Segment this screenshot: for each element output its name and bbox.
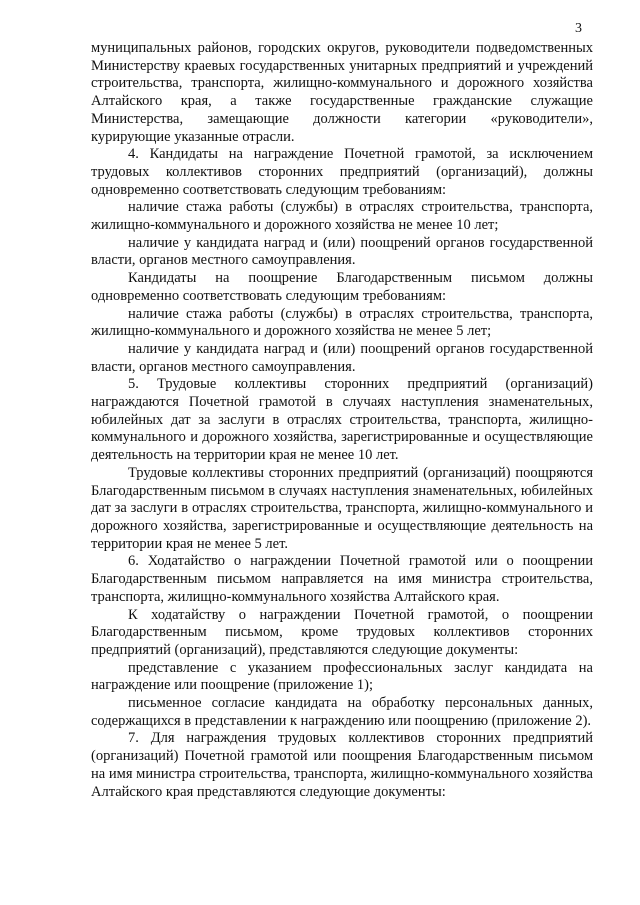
paragraph-7: наличие у кандидата наград и (или) поощрений органов государственной власти, органов местного самоуправления. (91, 340, 593, 375)
paragraph-10: 6. Ходатайство о награждении Почетной грамотой или о поощрении Благодарственным письмом направляется на имя министра строительства, транспорта, жилищно-коммунального хозяйства Алтайского края. (91, 553, 593, 605)
paragraph-1: муниципальных районов, городских округов, руководители подведомственных Министерству краевых государственных унитарных предприятий и учреждений строительства, транспорта, жилищно-коммунального и дорожного хозяйства Алтайского края, а также государственные гражданские служащие Министерства, замещающие должности категории «руководители», курирующие указанные отрасли. (91, 40, 593, 145)
paragraph-5: Кандидаты на поощрение Благодарственным письмом должны одновременно соответствовать следующим требованиям: (91, 270, 593, 304)
page-number: 3 (575, 21, 582, 36)
paragraph-8: 5. Трудовые коллективы сторонних предприятий (организаций) награждаются Почетной грамотой в случаях наступления знаменательных, юбилейных дат за заслуги в отраслях строительства, транспорта, жилищно-коммунального и дорожного хозяйства, зарегистрированные и осуществляющие деятельность на территории края не менее 10 лет. (91, 376, 593, 464)
paragraph-2: 4. Кандидаты на награждение Почетной грамотой, за исключением трудовых коллективов сторонних предприятий (организаций), должны одновременно соответствовать следующим требованиям: (91, 146, 593, 198)
document-body (91, 40, 593, 801)
paragraph-6: наличие стажа работы (службы) в отраслях строительства, транспорта, жилищно-коммунального и дорожного хозяйства не менее 5 лет; (91, 305, 593, 340)
paragraph-11: К ходатайству о награждении Почетной грамотой, о поощрении Благодарственным письмом, кроме трудовых коллективов сторонних предприятий (организаций), представляются следующие документы: (91, 606, 593, 658)
paragraph-12: представление с указанием профессиональных заслуг кандидата на награждение или поощрение (приложение 1); (91, 659, 593, 694)
paragraph-14: 7. Для награждения трудовых коллективов сторонних предприятий (организаций) Почетной грамотой или поощрения Благодарственным письмом на имя министра строительства, транспорта, жилищно-коммунального хозяйства Алтайского края представляются следующие документы: (91, 730, 593, 800)
paragraph-3: наличие стажа работы (службы) в отраслях строительства, транспорта, жилищно-коммунального и дорожного хозяйства не менее 10 лет; (91, 199, 593, 234)
paragraph-4: наличие у кандидата наград и (или) поощрений органов государственной власти, органов местного самоуправления. (91, 234, 593, 269)
paragraph-13: письменное согласие кандидата на обработку персональных данных, содержащихся в представлении к награждению или поощрению (приложение 2). (91, 695, 593, 729)
paragraph-9: Трудовые коллективы сторонних предприятий (организаций) поощряются Благодарственным письмом в случаях наступления знаменательных, юбилейных дат за заслуги в отраслях строительства, транспорта, жилищно-коммунального и дорожного хозяйства, зарегистрированные и осуществляющие деятельность на территории края не менее 5 лет. (91, 464, 593, 552)
